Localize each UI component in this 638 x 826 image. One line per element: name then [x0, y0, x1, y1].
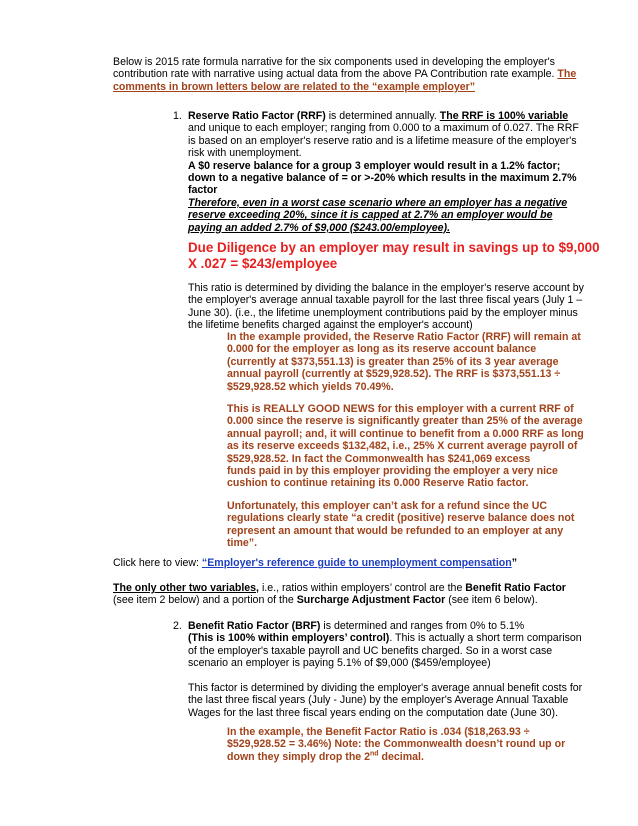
rrf-example-paragraph [227, 331, 597, 393]
rrf-variable: The RRF is 100% variable [439, 110, 569, 122]
brf-line-4: scenario an employer is paying 5.1% of $9,000 ($459/employee) [188, 657, 491, 670]
brf-control-note: (This is 100% within employers’ control) [188, 632, 390, 645]
item-number-2: 2. [173, 620, 182, 632]
rrf-section [188, 110, 588, 234]
intro-line-1: Below is 2015 rate formula narrative for the six components used in developing the employer's [113, 56, 555, 68]
rrf-bold-1: A $0 reserve balance for a group 3 employer would result in a 1.2% factor; [188, 159, 561, 172]
rrf-bold-3: factor [188, 184, 218, 197]
due-diligence-callout [188, 240, 608, 272]
refund-paragraph [227, 500, 597, 550]
rrf-line-3: is based on an employer's reserve ratio and is a lifetime measure of the employer's [188, 134, 577, 147]
brf-example-text-end: decimal. [378, 750, 424, 763]
intro-line-2 [113, 68, 583, 80]
rrf-bold-2: down to a negative balance of = or >-20% which results in the maximum 2.7% [188, 172, 577, 185]
reference-guide-prefix: Click here to view: [113, 557, 202, 569]
other-variables-text-2: (see item 2 below) and a portion of the [113, 594, 297, 607]
good-news-line-2: 0.000 since the reserve is significantly greater than 25% of the average [227, 415, 583, 428]
refund-line-4: time”. [227, 537, 258, 550]
due-diligence-line-2: X .027 = $243/employee [188, 256, 338, 271]
rrf-italic-1: Therefore, even in a worst case scenario where an employer has a negative [188, 196, 568, 209]
rrf-example-line-3: (currently at $373,551.13) is greater than 25% of its 3 year average [227, 355, 559, 368]
brf-example-line-3 [227, 751, 597, 763]
other-variables-line-1 [113, 582, 603, 594]
good-news-line-7: cushion to continue retaining its 0.000 Reserve Ratio factor. [227, 477, 529, 490]
rrf-italic-3: paying an added 2.7% of $9,000 ($243.00/employee). [188, 221, 451, 234]
rrf-line-4: risk with unemployment. [188, 147, 302, 160]
rrf-explanation [188, 282, 598, 332]
rrf-line-2: and unique to each employer; ranging from 0.000 to a maximum of 0.027. The RRF [188, 122, 579, 135]
reference-guide-link[interactable]: “Employer's reference guide to unemployment compensation [201, 557, 512, 569]
rrf-title-tail: is determined annually. [325, 110, 440, 122]
benefit-ratio-factor-ref: Benefit Ratio Factor [465, 582, 566, 594]
rrf-title: Reserve Ratio Factor (RRF) [188, 110, 326, 122]
surcharge-adjustment-factor-ref: Surcharge Adjustment Factor [296, 594, 446, 607]
brf-explanation-line-1: This factor is determined by dividing the employer's average annual benefit costs for [188, 682, 583, 694]
rrf-explanation-line-3: June 30). (i.e., the lifetime unemployment contributions paid by the employer minus [188, 306, 578, 319]
rrf-italic-2: reserve exceeding 20%, since it is capped at 2.7% an employer would be [188, 209, 553, 222]
refund-line-2: regulations clearly state “a credit (positive) reserve balance does not [227, 512, 575, 525]
good-news-line-3: annual payroll; and, it will continue to benefit from a 0.000 RRF as long [227, 427, 584, 440]
brf-line-3: of the employer's taxable payroll and UC benefits charged. So in a worst case [188, 644, 553, 657]
intro-brown-line: comments in brown letters below are related to the “example employer” [113, 80, 476, 93]
good-news-line-4: as its reserve exceeds $132,482, i.e., 25% X current average payroll of [227, 440, 578, 453]
brf-explanation-line-3: Wages for the last three fiscal years ending on the computation date (June 30). [188, 706, 559, 719]
item-number-1: 1. [173, 110, 182, 122]
intro-paragraph [113, 56, 583, 93]
other-variables-paragraph [113, 582, 603, 607]
other-variables-text: i.e., ratios within employers’ control are the [259, 582, 466, 594]
brf-explanation-line-2: the last three fiscal years (July - June) by the employer's Average Annual Taxable [188, 694, 569, 707]
brf-section [188, 620, 598, 670]
brf-example-text: down they simply drop the 2 [227, 750, 371, 763]
other-variables-text-3: (see item 6 below). [445, 594, 538, 607]
good-news-line-6: funds paid in by this employer providing the employer a very nice [227, 465, 558, 478]
reference-guide-line [113, 557, 593, 569]
rrf-example-line-5: $529,928.52 which yields 70.49%. [227, 380, 394, 393]
brf-line-2-tail: . This is actually a short term comparison [389, 632, 582, 645]
brf-example-line-1: In the example, the Benefit Factor Ratio is .034 ($18,263.93 ÷ [227, 726, 530, 738]
brf-line-2 [188, 632, 598, 644]
brf-line-1 [188, 620, 598, 632]
rrf-explanation-line-2: the employer's average annual taxable payroll for the last three fiscal years (July 1 – [188, 294, 583, 307]
rrf-example-line-2: 0.000 for the employer as long as its reserve account balance [227, 343, 537, 356]
other-variables-lead: The only other two variables, [113, 582, 259, 594]
brf-explanation [188, 682, 598, 719]
due-diligence-line-1: Due Diligence by an employer may result in savings up to $9,000 [188, 240, 600, 255]
brf-example-paragraph [227, 726, 597, 763]
reference-guide-suffix: ” [511, 557, 518, 569]
rrf-explanation-line-4: the lifetime benefits charged against the employer's account) [188, 319, 473, 332]
brf-title-tail: is determined and ranges from 0% to 5.1% [320, 620, 525, 632]
brf-title: Benefit Ratio Factor (BRF) [188, 620, 321, 632]
other-variables-line-2 [113, 594, 603, 606]
intro-brown-text: The [557, 68, 577, 81]
intro-text: contribution rate with narrative using actual data from the above PA Contribution rate example. [113, 68, 558, 81]
rrf-example-line-4: annual payroll (currently at $529,928.52). The RRF is $373,551.13 ÷ [227, 368, 561, 381]
brf-example-line-2: $529,928.52 = 3.46%) Note: the Commonwealth doesn’t round up or [227, 738, 566, 751]
brf-example-superscript: nd [370, 750, 379, 758]
refund-line-1: Unfortunately, this employer can’t ask for a refund since the UC [227, 500, 548, 512]
good-news-paragraph [227, 403, 597, 490]
rrf-line-1 [188, 110, 588, 122]
good-news-line-1: This is REALLY GOOD NEWS for this employer with a current RRF of [227, 403, 574, 415]
good-news-line-5: $529,928.52. In fact the Commonwealth has $241,069 excess [227, 452, 531, 465]
rrf-explanation-line-1: This ratio is determined by dividing the balance in the employer's reserve account by [188, 282, 584, 294]
refund-line-3: represent an amount that would be refunded to an employer at any [227, 524, 564, 537]
rrf-example-line-1: In the example provided, the Reserve Ratio Factor (RRF) will remain at [227, 331, 581, 343]
